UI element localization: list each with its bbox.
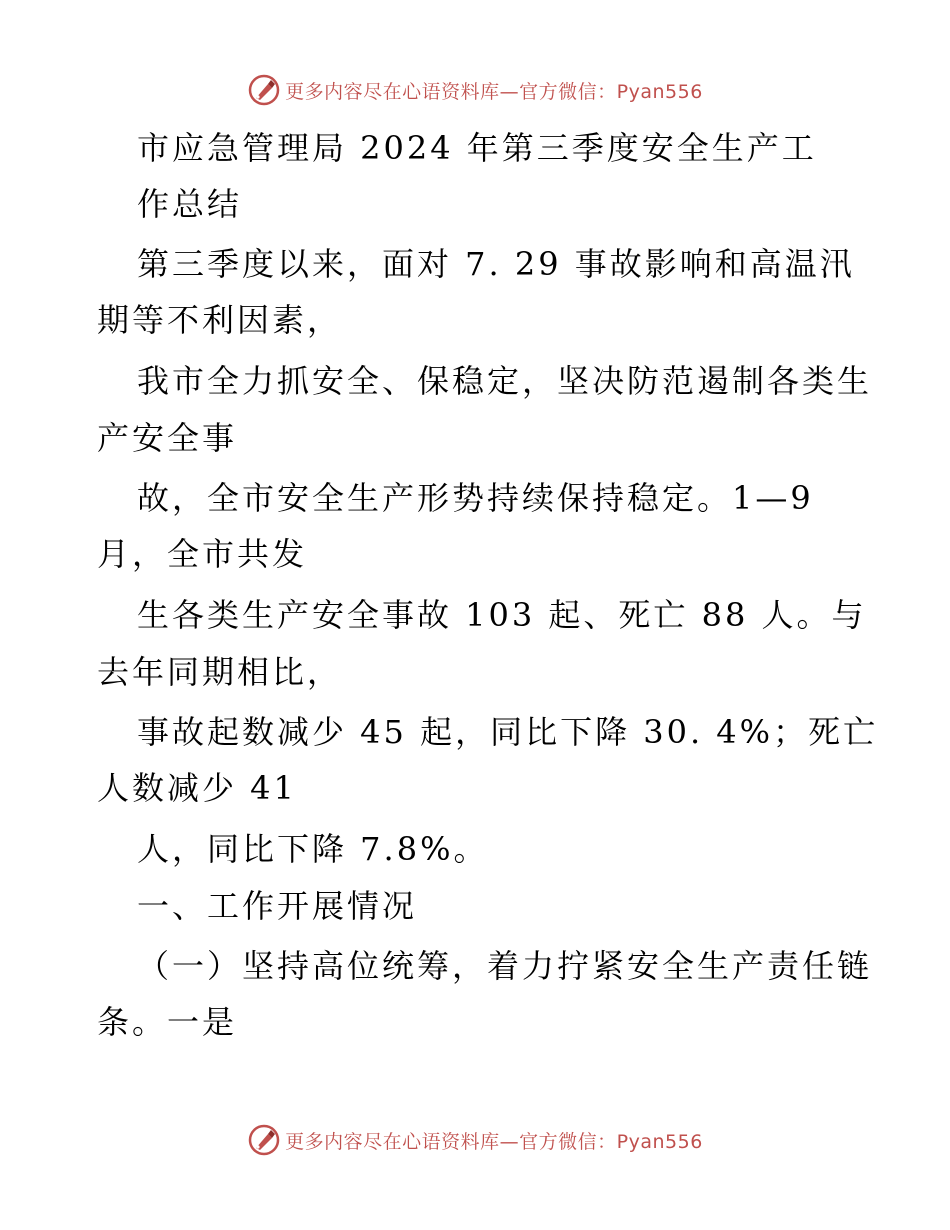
text-line: 作总结 [137,185,243,223]
text-line: 我市全力抓安全、保稳定，坚决防范遏制各类生 [137,362,873,400]
footer-watermark-banner [0,1120,950,1160]
text-line: （一）坚持高位统筹，着力拧紧安全生产责任链 [137,947,873,985]
section-heading: 一、工作开展情况 [137,887,418,925]
pen-logo-icon [247,1123,281,1157]
watermark-text: 更多内容尽在心语资料库—官方微信：Pyan556 [285,80,703,103]
text-line: 第三季度以来，面对 7. 29 事故影响和高温汛 [137,245,855,283]
text-line: 市应急管理局 2024 年第三季度安全生产工 [137,129,817,167]
text-line: 期等不利因素， [97,301,343,339]
text-line: 去年同期相比， [97,653,343,691]
text-line: 产安全事 [97,419,238,457]
text-line: 人数减少 41 [97,769,297,807]
text-line: 事故起数减少 45 起，同比下降 30. 4%；死亡 [137,713,879,751]
text-line: 条。一是 [97,1003,238,1041]
text-line: 生各类生产安全事故 103 起、死亡 88 人。与 [137,596,867,634]
text-line: 人，同比下降 7.8%。 [137,830,489,868]
text-line: 月，全市共发 [97,535,308,573]
watermark-text: 更多内容尽在心语资料库—官方微信：Pyan556 [285,1130,703,1153]
text-line: 故，全市安全生产形势持续保持稳定。1—9 [137,479,814,517]
